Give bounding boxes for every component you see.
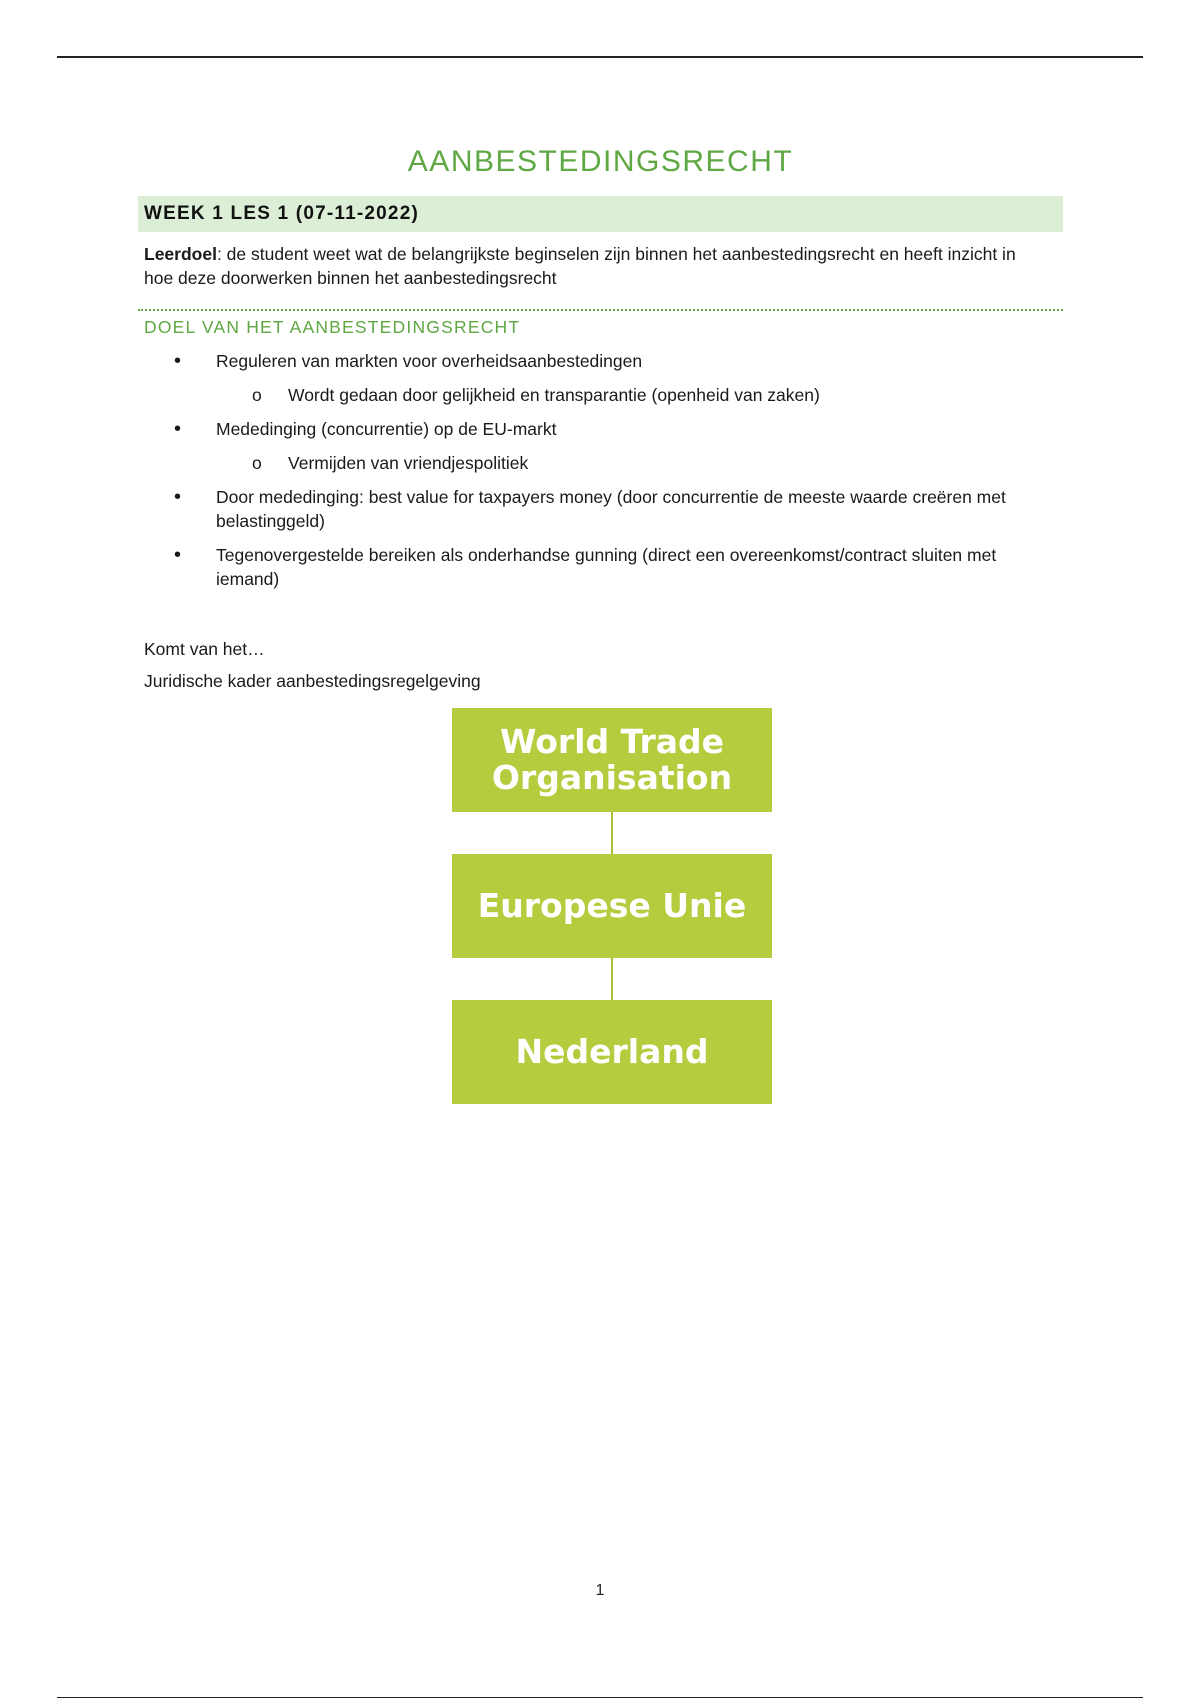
hierarchy-box-nl: Nederland: [452, 1000, 772, 1104]
bullet-marker: •: [174, 418, 182, 440]
hierarchy-connector: [611, 812, 613, 854]
list-item: [138, 349, 1021, 373]
learning-goal-text: : de student weet wat de belangrijkste beginselen zijn binnen het aanbestedingsrecht en heeft inzicht in hoe deze doorwerken binnen het aanbestedingsrecht: [144, 244, 1016, 288]
learning-goal: [138, 242, 1049, 290]
hierarchy-box-eu: Europese Unie: [452, 854, 772, 958]
list-item-text: Vermijden van vriendjespolitiek: [288, 453, 529, 473]
document-title: AANBESTEDINGSRECHT: [407, 145, 794, 178]
page-content: [138, 140, 1063, 693]
bullet-marker: •: [174, 544, 182, 566]
list-item-text: Tegenovergestelde bereiken als onderhandse gunning (direct een overeenkomst/contract sluiten met iemand): [216, 545, 997, 589]
sub-bullet-marker: o: [252, 453, 262, 473]
header-rule: [57, 56, 1143, 58]
footer-rule: [57, 1697, 1143, 1698]
list-item-text: Mededinging (concurrentie) op de EU-markt: [216, 419, 557, 439]
framework-line: Juridische kader aanbestedingsregelgeving: [144, 671, 481, 691]
hierarchy-connector: [611, 958, 613, 1000]
list-item-text: Door mededinging: best value for taxpayers money (door concurrentie de meeste waarde creëren met belastinggeld): [216, 487, 1006, 531]
section-heading: DOEL VAN HET AANBESTEDINGSRECHT: [138, 309, 1063, 339]
week-heading: WEEK 1 LES 1 (07-11-2022): [138, 196, 1063, 232]
list-item-text: Wordt gedaan door gelijkheid en transparantie (openheid van zaken): [288, 385, 820, 405]
sub-list-item: [138, 451, 1063, 475]
hierarchy-diagram: [452, 708, 772, 1104]
sub-bullet-marker: o: [252, 385, 262, 405]
list-item: [138, 417, 1021, 441]
list-item: [138, 543, 1021, 591]
learning-goal-label: Leerdoel: [144, 244, 217, 264]
bullet-marker: •: [174, 350, 182, 372]
hierarchy-box-wto: World Trade Organisation: [452, 708, 772, 812]
sub-list-item: [138, 383, 1063, 407]
intro-line: Komt van het…: [144, 639, 265, 659]
list-item-text: Reguleren van markten voor overheidsaanbestedingen: [216, 351, 643, 371]
page-number: 1: [595, 1582, 605, 1599]
bullet-list: [138, 349, 1063, 591]
bullet-marker: •: [174, 486, 182, 508]
list-item: [138, 485, 1021, 533]
